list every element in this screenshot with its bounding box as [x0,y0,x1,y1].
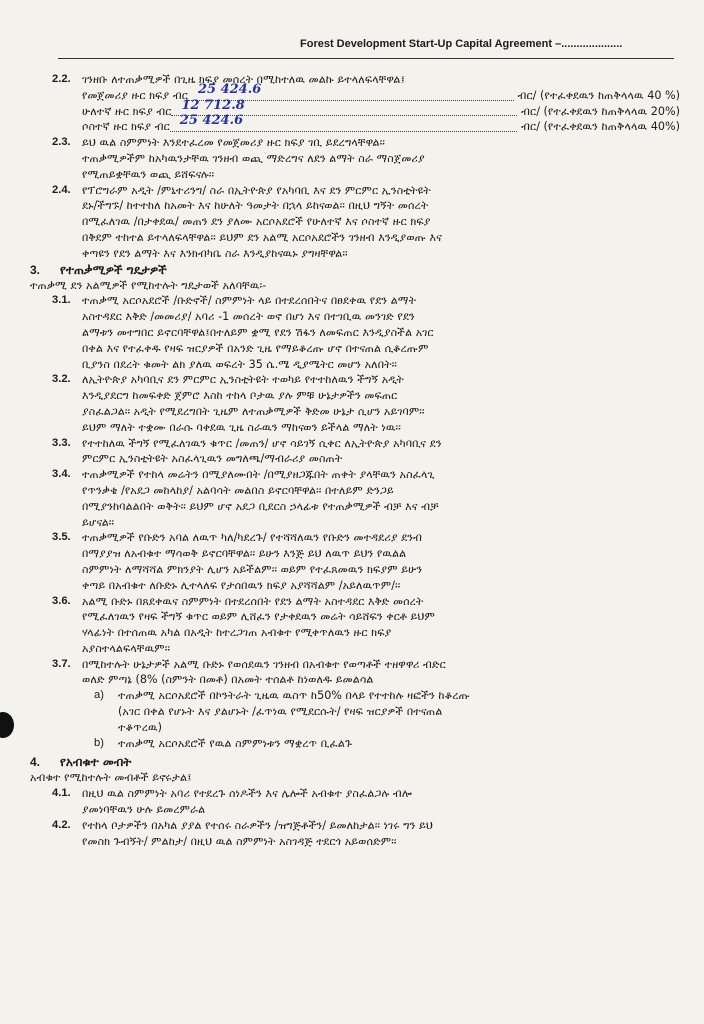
numbered-item [30,530,680,593]
item-body [82,467,680,530]
item-body [82,657,680,689]
payment-suffix: ብር/ (የተፈቀደዉን ከጠቅላላዉ 20%) [521,104,680,118]
paragraph-line: የፕሮግራም አዲት /ምኒተሪንግ/ ስራ በኢትዮጵያ የአካባቢ እና ደን ምርምር ኢንስቲትዩት [82,183,431,197]
item-body [82,594,680,657]
paragraph-line: ስምምነት ለማሻሻል ምክንያት ሊሆን አይችልም፡፡ ወይም የተፈጸመዉን ክፍያም ይሁን [82,562,423,576]
paragraph-line: የሚፈለገዉን የዛፍ ችግኝ ቁጥር ወይም ሊሸፈን የታቀደዉን መሬት ሳይሸፍን ቀርቶ ይህም [82,610,435,624]
subitem-letter: a) [94,689,104,702]
paragraph-line: ቀጣዩን የደን ልማት እና እንክብካቤ ስራ እንዲያከናዉኑ ያግዛቸዋል፡፡ [82,246,348,260]
item-body [82,530,680,593]
paragraph-line: ተጠቃሚዎችም ከአካዉንታቸዉ ገንዘብ ወጪ ማድረግና ለደን ልማት ስራ ማስጀመሪያ [82,151,425,165]
paragraph-line: ይህም ማለት ተቋሙ በራሱ ባቀደዉ ጊዜ ስራዉን ማከናወን ይችላል ማለት ነዉ፡፡ [82,420,401,434]
item-body [82,372,680,435]
payment-suffix: ብር/ (የተፈቀደዉን ከጠቅላላዉ 40 %) [517,88,680,102]
item-number: 3.7. [52,657,71,670]
section-2-3 [30,135,680,182]
paragraph-line: ቀጣይ በአብቁተ ለቡድኑ ሊተላለፍ የታሰበዉን ክፍያ አያሻሻልም /አይለዉጥም/፡፡ [82,578,401,592]
paragraph-line: ሃላፊነት በተሰጠዉ አካል በአዲት ከተረጋገጠ አብቁተ የሚቀጥለዉን ዙር ክፍያ [82,626,392,640]
item-number: 3.2. [52,373,71,386]
section-2-2-intro: ገንዘቡ ለተጠቃሚዎች በጊዜ ክፍያ መሰረት በሚከተለዉ መልኩ ይተላለፍላቸዋል፤ [82,73,406,86]
document-body [30,72,680,849]
paragraph-line: የተተከለዉ ችግኝ የሚፈለገዉን ቁጥር /መጠን/ ሆኖ ሳይገኝ ሲቀር ለኢትዮጵያ አካባቢና ደን [82,436,442,450]
section-4-intro: አብቁተ የሚከተሉት መብቶች ይኖሩታል፤ [30,771,192,785]
paragraph-line: እንዲያደርግ ከመፍቀድ ጀምሮ እስከ ተከላ ቦታዉ ያሉ ምቹ ሁኔታዎችን መፍጠር [82,389,398,403]
numbered-item [30,293,680,372]
section-2-4 [30,183,680,262]
paragraph-line: የተከላ ቦታዎችን በአካል ያያል የተሰሩ ስራዎችን /ዝግጅቶችን/ ይመለከታል፡፡ ነገሩ ግን ይህ [82,818,433,832]
subitem-letter: b) [94,736,104,749]
subitem-body [118,688,680,735]
paragraph-line: ያመነባቸዉን ሁሉ ይመረምራል [82,803,206,817]
paragraph-line: ተጠቃሚ አርሶአደሮች በኮንትራት ጊዜዉ ዉስጥ ከ50% በላይ የተተከሉ ዛፎችን ከቆረጡ [118,689,470,703]
paragraph-line: ለኢትዮጵያ አካባቢና ደን ምርምር ኢንስቲትዩት ተወካይ የተተከለዉን ችግኝ አዲት [82,373,404,387]
paragraph-line: ቢያንስ በደረት ቁመት ልክ ያለዉ ወፍረት 35 ሴ.ሜ ዲያሜትር መሆን አለበት፡፡ [82,357,397,371]
subitem-body [118,736,680,752]
lettered-subitem [30,688,680,735]
numbered-item [30,372,680,435]
lettered-subitem [30,736,680,752]
item-number: 4.1. [52,787,71,800]
paragraph-line: ተጠቃሚ አርሶአደሮች የዉል ስምምነቱን ማቋረጥ ቢፈልጉ [118,736,353,750]
item-body [82,436,680,468]
payment-label: ሶስተኛ ዙር ክፍያ ብር [82,120,170,134]
item-number: 3.1. [52,294,71,307]
section-3-7-subitems [30,688,680,751]
numbered-item [30,467,680,530]
paragraph-line: (አገር በቀል የሆኑት እና ያልሆኑት /ፈጥነዉ የሚደርሱት/ የዛፍ ዝርያዎች በተናጠል [118,705,443,719]
paragraph-line: ተቆጥረዉ) [118,720,163,734]
handwritten-amount: 25 424.6 [197,81,262,97]
section-3-heading [30,262,680,278]
payment-round-2 [82,97,680,120]
section-2-2 [30,72,680,135]
paragraph-line: ልማቱን መተግበር ይኖርባቸዋል፤በተለይም ቋሚ የደን ሽፋን ለመፍጠር እንዲያስችል አገር [82,325,434,339]
section-number: 3. [30,262,41,277]
item-number: 3.3. [52,436,71,449]
paragraph-line: ተጠቃሚዎች የቡድን አባል ለዉጥ ካለ/ካደረጉ/ የተሻሻለዉን የቡድን መተዳደሪያ ደንብ [82,531,422,545]
section-3-items [30,293,680,688]
paragraph-line: ምርምር ኢንስቲትዩት አስፈላጊዉን መግለጫ/ማብራሪያ መስጠት [82,452,343,466]
paragraph-line: አያስተላልፍላቸዉም፡፡ [82,641,171,655]
header-title: Forest Development Start-Up Capital Agreement – [300,38,562,50]
payment-suffix: ብር/ (የተፈቀደዉን ከጠቅላላዉ 40%) [521,120,680,134]
paragraph-line: አልሚ ቡድኑ በጸደቀዉና ስምምነት በተደረሰበት የደን ልማት አስተዳደር እቅድ መሰረት [82,594,424,608]
paragraph-line: ያስፈልጋል፡፡ አዲት የሚደረግበት ጊዜም ለተጠቃሚዎች ቅድመ ሁኔታ ሲሆን አይገባም፡፡ [82,404,425,418]
document-header [300,38,672,50]
item-number: 2.2. [52,73,71,85]
paragraph-line: ተጠቃሚ አርሶአደሮች /ቡድኖች/ ስምምነት ላይ በተደረሰበትና በፀደቀዉ የደን ልማት [82,294,417,308]
item-number: 3.5. [52,531,71,544]
paragraph-line: በማያያዝ ለአብቁተ ማሳወቅ ይኖርባቸዋል፡፡ ይሁን እንጅ ይህ ለዉጥ ይህን የዉልል [82,547,407,561]
header-dotted-fill: .................... [561,38,623,50]
paragraph-line: በሚፈለገዉ /በታቀደዉ/ መጠን ደን ያለሙ አርሶአደሮች የሁለተኛ እና ሶስተኛ ዙር ክፍያ [82,215,431,229]
item-number: 3.4. [52,468,71,481]
section-3-intro: ተጠቃሚ ደን አልሚዎች የሚከተሉት ግዴታወች አለባቸዉ፡- [30,278,267,292]
handwritten-amount: 12 712.8 [181,97,245,113]
item-number: 3.6. [52,594,71,607]
paragraph-line: ይሆናል፡፡ [82,515,115,529]
paragraph-line: የሚጠይቋቸዉን ወጪ ይሸፍናሉ፡፡ [82,167,215,181]
paragraph-line: ተጠቃሚዎች የተከላ መሬትን በሚያለሙበት /በሚያዘጋጁበት ጠቀት ያላቸዉን አስፈላጊ [82,468,435,482]
paragraph-line: ደኑ/ችግኙ/ ከተተከለ ከአመት እና ከሁለት ዓመታት በኋላ ይከናወል፡፡ በዚህ ግኝት መሰረት [82,199,429,213]
section-title: የተጠቃሚዎች ግዴታዎች [60,262,167,277]
payment-round-1 [82,81,680,104]
numbered-item [30,786,680,818]
paragraph-line: ይህ ዉል ስምምነት እንደተፈረመ የመጀመሪያ ዙር ክፍያ ገቢ ይደረግላቸዋል፡፡ [82,136,385,150]
numbered-item [30,657,680,689]
item-body [82,818,680,850]
section-title: የአብቁተ መብት [60,755,132,770]
paragraph-line: በሚያንከባልልበት ወቅት፡፡ ይህም ሆኖ አደጋ ቢደርስ ኃላፊቱ የተጠቃሚዎች ብቻ እና ብቻ [82,499,439,513]
payment-label: ሁለተኛ ዙር ክፍያ ብር [82,104,172,118]
section-number: 4. [30,755,41,770]
paragraph-line: በቅደም ተከተል ይተላለፍላቸዋል፡፡ ይህም ደን አልሚ አርሶአደሮችን ገንዘብ እንዲያወጡ እና [82,230,443,244]
numbered-item [30,594,680,657]
paragraph-line: አስተዳደር እቅድ /መመሪያ/ አባሪ -1 መሰረት ወኖ በሆነ እና በተገቢዉ መንገድ የደን [82,310,415,324]
paragraph-line: በዚህ ዉል ስምምነት አባሪ የተደረጉ ሰነዶችን እና ሌሎች አብቁተ ያስፈልጋሉ ብሎ [82,787,412,801]
paragraph-line: በሚከተሉት ሁኔታዎች አልሚ ቡድኑ የወሰደዉን ገንዘብ በአብቁተ የወጣቶች ተዘዋዋሪ ብድር [82,657,446,671]
paragraph-line: የጥንቃቄ /የአደጋ መከላከያ/ አልባሳት መልበስ ይኖርባቸዋል፡፡ በተለይም ድንጋይ [82,483,394,497]
paragraph-line: የመስክ ጉብኝት/ ምልከታ/ በዚህ ዉል ስምምነት አስገዳጅ ተደርጎ አይወሰድም፡፡ [82,834,397,848]
paragraph-line: በቀል እና የተፈቀዱ የዛፍ ዝርያዎች በአንድ ጊዜ የማይቆረጡ ሆኖ በተናጠል ሲቆረጡም [82,341,429,355]
section-4-items [30,786,680,849]
item-number: 4.2. [52,818,71,831]
item-body [82,293,680,372]
item-number: 2.3. [52,136,71,149]
section-4-heading [30,754,680,770]
item-number: 2.4. [52,183,71,196]
payment-label: የመጀመሪያ ዙር ክፍያ ብር [82,88,188,102]
handwritten-amount: 25 424.6 [179,113,244,129]
numbered-item [30,818,680,850]
header-rule [58,58,674,59]
payment-round-3 [82,113,680,135]
numbered-item [30,436,680,468]
punch-hole [0,712,14,738]
paragraph-line: ወለድ ምጣኔ (8% (ስምንት በመቶ) በአመት ተሰልቶ ከነወለዱ ይመልሳል [82,673,374,687]
item-body [82,786,680,818]
